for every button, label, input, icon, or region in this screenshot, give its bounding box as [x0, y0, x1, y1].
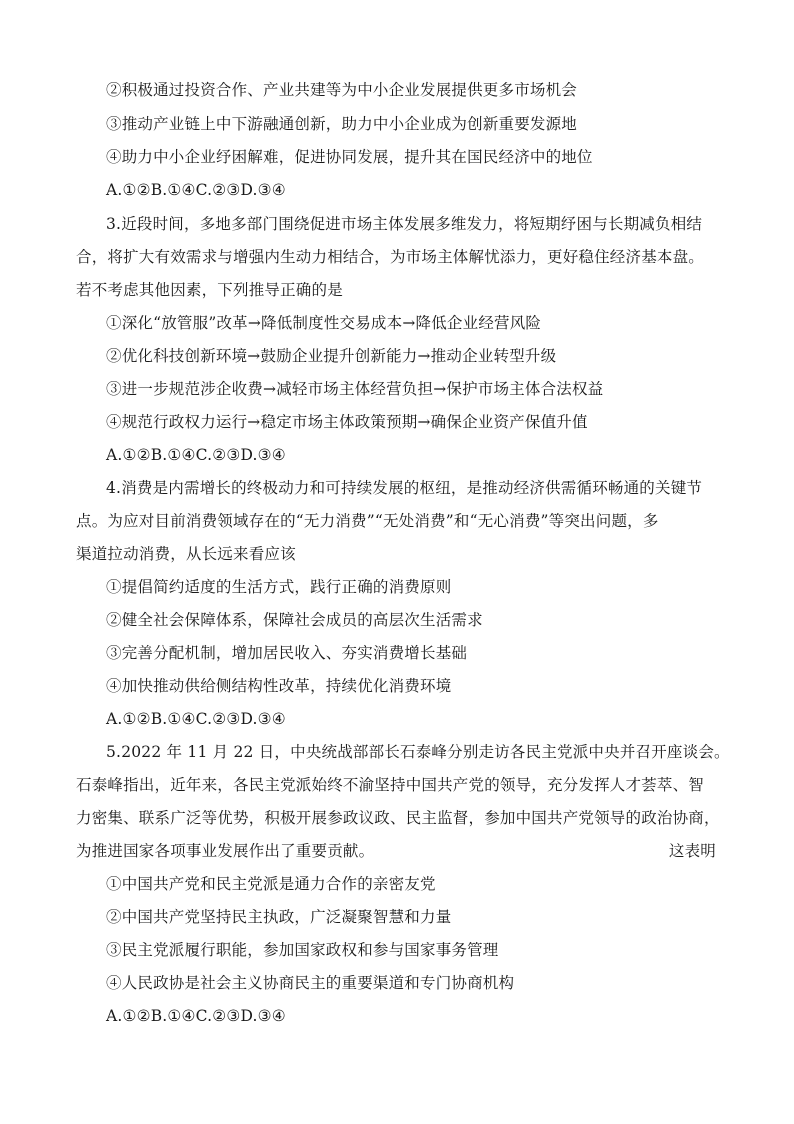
q4-option-1: ①提倡简约适度的生活方式，践行正确的消费原则: [106, 578, 452, 596]
q5-option-1: ①中国共产党和民主党派是通力合作的亲密友党: [106, 875, 436, 893]
q3-option-2: ②优化科技创新环境→鼓励企业提升创新能力→推动企业转型升级: [106, 347, 557, 365]
q2-option-4: ④助力中小企业纾困解难，促进协同发展，提升其在国民经济中的地位: [106, 148, 593, 166]
q5-stem-line-4-left: 为推进国家各项事业发展作出了重要贡献。: [76, 842, 375, 860]
q4-answer-choices: A.①②B.①④C.②③D.③④: [106, 710, 286, 728]
q4-stem-line-1: 4.消费是内需增长的终极动力和可持续发展的枢纽，是推动经济供需循环畅通的关键节: [106, 479, 703, 497]
q4-option-2: ②健全社会保障体系，保障社会成员的高层次生活需求: [106, 611, 483, 629]
q4-option-4: ④加快推动供给侧结构性改革，持续优化消费环境: [106, 677, 452, 695]
q5-option-4: ④人民政协是社会主义协商民主的重要渠道和专门协商机构: [106, 974, 515, 992]
q5-option-2: ②中国共产党坚持民主执政，广泛凝聚智慧和力量: [106, 908, 452, 926]
q2-option-3: ③推动产业链上中下游融通创新，助力中小企业成为创新重要发源地: [106, 115, 578, 133]
q5-stem-line-3: 力密集、联系广泛等优势，积极开展参政议政、民主监督，参加中国共产党领导的政治协商，: [76, 809, 720, 827]
q3-option-4: ④规范行政权力运行→稳定市场主体政策预期→确保企业资产保值升值: [106, 413, 588, 431]
q3-stem-line-2: 合，将扩大有效需求与增强内生动力相结合，为市场主体解忧添力，更好稳住经济基本盘。: [76, 248, 705, 266]
q3-stem-line-3: 若不考虑其他因素，下列推导正确的是: [76, 281, 343, 299]
q3-option-3: ③进一步规范涉企收费→减轻市场主体经营负担→保护市场主体合法权益: [106, 380, 604, 398]
q2-option-2: ②积极通过投资合作、产业共建等为中小企业发展提供更多市场机会: [106, 81, 578, 99]
q5-option-3: ③民主党派履行职能，参加国家政权和参与国家事务管理: [106, 941, 499, 959]
q5-stem-line-4-right: 这表明: [668, 842, 716, 860]
q3-option-1: ①深化“放管服”改革→降低制度性交易成本→降低企业经营风险: [106, 314, 542, 332]
q3-stem-line-1: 3.近段时间，多地多部门围绕促进市场主体发展多维发力，将短期纾困与长期减负相结: [106, 215, 703, 233]
q5-stem-line-4: [76, 840, 716, 862]
q5-stem-line-1: 5.2022 年 11 月 22 日，中央统战部部长石泰峰分别走访各民主党派中央并召开座谈会。: [106, 743, 730, 761]
q5-answer-choices: A.①②B.①④C.②③D.③④: [106, 1007, 286, 1025]
q3-answer-choices: A.①②B.①④C.②③D.③④: [106, 446, 286, 464]
q2-answer-choices: A.①②B.①④C.②③D.③④: [106, 181, 286, 199]
q4-option-3: ③完善分配机制，增加居民收入、夯实消费增长基础: [106, 644, 468, 662]
q4-stem-line-3: 渠道拉动消费，从长远来看应该: [76, 545, 296, 563]
q5-stem-line-2: 石泰峰指出，近年来，各民主党派始终不渝坚持中国共产党的领导，充分发挥人才荟萃、智: [76, 776, 705, 794]
q4-stem-line-2: 点。为应对目前消费领域存在的“无力消费”“无处消费”和“无心消费”等突出问题，多: [76, 512, 659, 530]
